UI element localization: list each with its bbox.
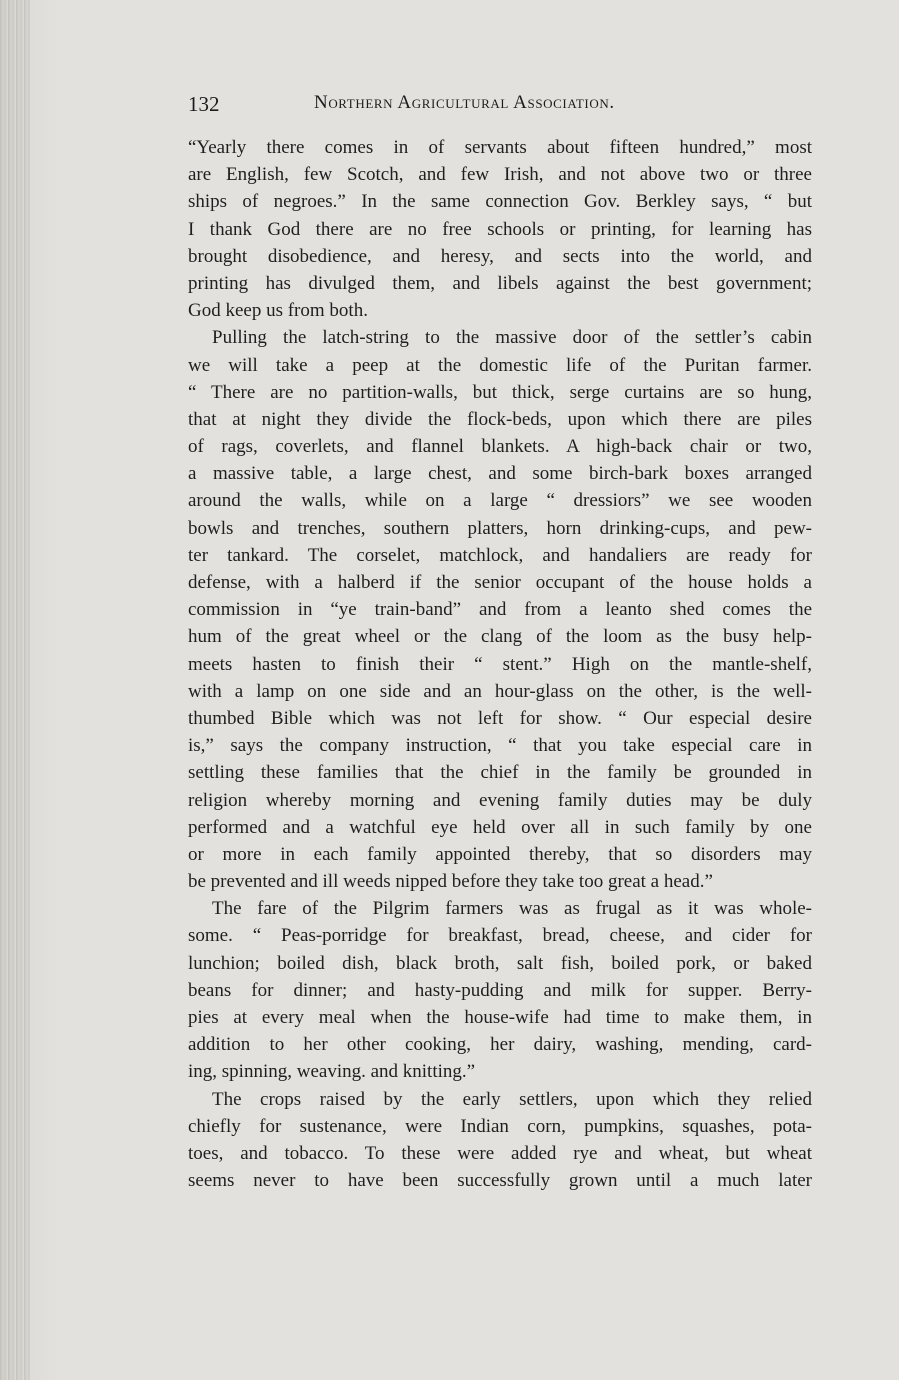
text-line: ships of negroes.” In the same connection Gov. Berkley says, “ but	[188, 191, 812, 213]
page-header	[188, 92, 812, 120]
text-line: Pulling the latch-string to the massive door of the settler’s cabin	[212, 327, 812, 349]
text-line: God keep us from both.	[188, 300, 368, 322]
text-line: toes, and tobacco. To these were added rye and wheat, but wheat	[188, 1142, 812, 1164]
text-line: addition to her other cooking, her dairy, washing, mending, card-	[188, 1034, 812, 1056]
running-title: Northern Agricultural Association.	[314, 92, 615, 113]
text-line: a massive table, a large chest, and some birch-bark boxes arranged	[188, 463, 812, 485]
text-line: hum of the great wheel or the clang of the loom as the busy help-	[188, 626, 812, 648]
text-line: ing, spinning, weaving. and knitting.”	[188, 1061, 476, 1083]
text-line: meets hasten to finish their “ stent.” High on the mantle-shelf,	[188, 653, 812, 675]
text-line: “Yearly there comes in of servants about fifteen hundred,” most	[188, 137, 812, 158]
text-line: printing has divulged them, and libels against the best government;	[188, 272, 812, 294]
text-line: of rags, coverlets, and flannel blankets. A high-back chair or two,	[188, 436, 812, 458]
text-line: religion whereby morning and evening family duties may be duly	[188, 789, 812, 811]
text-line: are English, few Scotch, and few Irish, and not above two or three	[188, 164, 812, 186]
text-line: The fare of the Pilgrim farmers was as frugal as it was whole-	[212, 898, 812, 920]
text-line: defense, with a halberd if the senior occupant of the house holds a	[188, 572, 812, 593]
text-line: that at night they divide the flock-beds, upon which there are piles	[188, 408, 812, 430]
text-line: settling these families that the chief in the family be grounded in	[188, 762, 812, 784]
text-line: performed and a watchful eye held over all in such family by one	[188, 816, 812, 838]
text-line: I thank God there are no free schools or printing, for learning has	[188, 218, 812, 240]
text-line: “ There are no partition-walls, but thick, serge curtains are so hung,	[188, 381, 812, 403]
text-line: around the walls, while on a large “ dressiors” we see wooden	[188, 490, 812, 512]
text-line: beans for dinner; and hasty-pudding and milk for supper. Berry-	[188, 979, 812, 1001]
page-number: 132	[188, 92, 220, 116]
text-line: or more in each family appointed thereby, that so disorders may	[188, 843, 812, 865]
text-line: bowls and trenches, southern platters, horn drinking-cups, and pew-	[188, 517, 812, 539]
body-text	[188, 134, 812, 1194]
text-line: be prevented and ill weeds nipped before they take too great a head.”	[188, 871, 713, 893]
text-line: thumbed Bible which was not left for show. “ Our especial desire	[188, 707, 812, 729]
text-line: ter tankard. The corselet, matchlock, and handaliers are ready for	[188, 544, 812, 566]
text-line: is,” says the company instruction, “ that you take especial care in	[188, 735, 812, 757]
page-binding-edge	[0, 0, 30, 1380]
text-line: we will take a peep at the domestic life of the Puritan farmer.	[188, 354, 812, 376]
text-line: lunchion; boiled dish, black broth, salt fish, boiled pork, or baked	[188, 952, 812, 974]
text-line: pies at every meal when the house-wife had time to make them, in	[188, 1007, 812, 1028]
text-line: The crops raised by the early settlers, upon which they relied	[212, 1088, 812, 1110]
text-line: with a lamp on one side and an hour-glass on the other, is the well-	[188, 680, 812, 702]
text-line: some. “ Peas-porridge for breakfast, bread, cheese, and cider for	[188, 925, 812, 947]
text-line: commission in “ye train-band” and from a leanto shed comes the	[188, 599, 812, 621]
text-line: chiefly for sustenance, were Indian corn, pumpkins, squashes, pota-	[188, 1115, 812, 1137]
text-line: brought disobedience, and heresy, and sects into the world, and	[188, 245, 812, 267]
text-line: seems never to have been successfully grown until a much later	[188, 1170, 812, 1192]
